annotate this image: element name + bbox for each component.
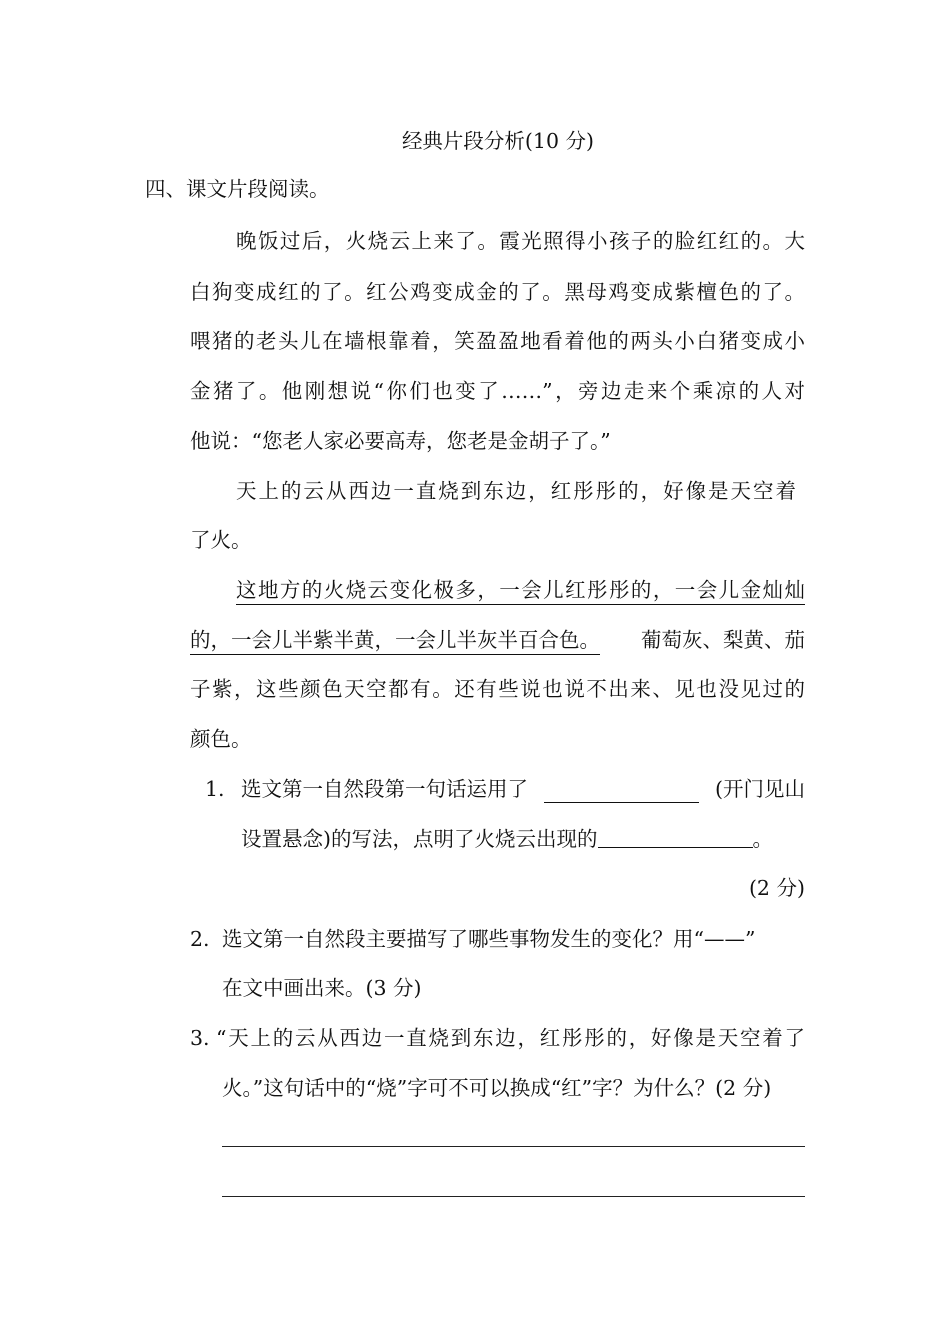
answer-blank[interactable] [544,782,699,803]
question-line [241,825,773,853]
passage-line: 天上的云从西边一直烧到东边，红彤彤的，好像是天空着 [236,479,796,503]
passage-line: 颜色。 [190,727,252,751]
passage-line: 白狗变成红的了。红公鸡变成金的了。黑母鸡变成紫檀色的了。 [190,280,805,304]
question-text: 。 [752,827,773,851]
question-text: 火。”这句话中的“烧”字可不可以换成“红”字？为什么？(2 分) [222,1076,772,1100]
passage-line: 喂猪的老头儿在墙根靠着，笑盈盈地看着他的两头小白猪变成小 [190,329,805,353]
answer-blank[interactable] [598,827,753,848]
passage-line: 金猪了。他刚想说“你们也变了……”，旁边走来个乘凉的人对 [190,379,805,403]
underlined-sentence: 这地方的火烧云变化极多，一会儿红彤彤的，一会儿金灿灿 [236,578,805,602]
question-text: (开门见山 [715,777,805,801]
answer-line[interactable] [222,1196,805,1197]
passage-line: 他说：“您老人家必要高寿，您老是金胡子了。” [190,429,611,453]
passage-text: 葡萄灰、梨黄、茄 [641,628,805,652]
question-text: 选文第一自然段第一句话运用了 [241,777,528,801]
answer-line[interactable] [222,1146,805,1147]
passage-line: 晚饭过后，火烧云上来了。霞光照得小孩子的脸红红的。大 [236,229,805,253]
question-number: 1. [205,777,225,801]
page-title: 经典片段分析(10 分) [401,129,595,153]
question-text: 在文中画出来。(3 分) [222,976,422,1000]
passage-line: 子紫，这些颜色天空都有。还有些说也说不出来、见也没见过的 [190,677,805,701]
question-text: 设置悬念)的写法，点明了火烧云出现的 [241,827,598,851]
question-score: (2 分) [748,876,805,900]
passage-line [190,626,805,654]
question-line [241,775,805,803]
question-text: “天上的云从西边一直烧到东边，红彤彤的，好像是天空着了 [216,1026,805,1050]
question-text: 选文第一自然段主要描写了哪些事物发生的变化？用“——” [222,927,756,951]
section-heading: 四、课文片段阅读。 [145,177,330,201]
passage-line: 了火。 [190,528,252,552]
question-number: 3. [190,1026,210,1050]
question-number: 2. [190,927,210,951]
underlined-sentence: 的，一会儿半紫半黄，一会儿半灰半百合色。 [190,628,600,652]
